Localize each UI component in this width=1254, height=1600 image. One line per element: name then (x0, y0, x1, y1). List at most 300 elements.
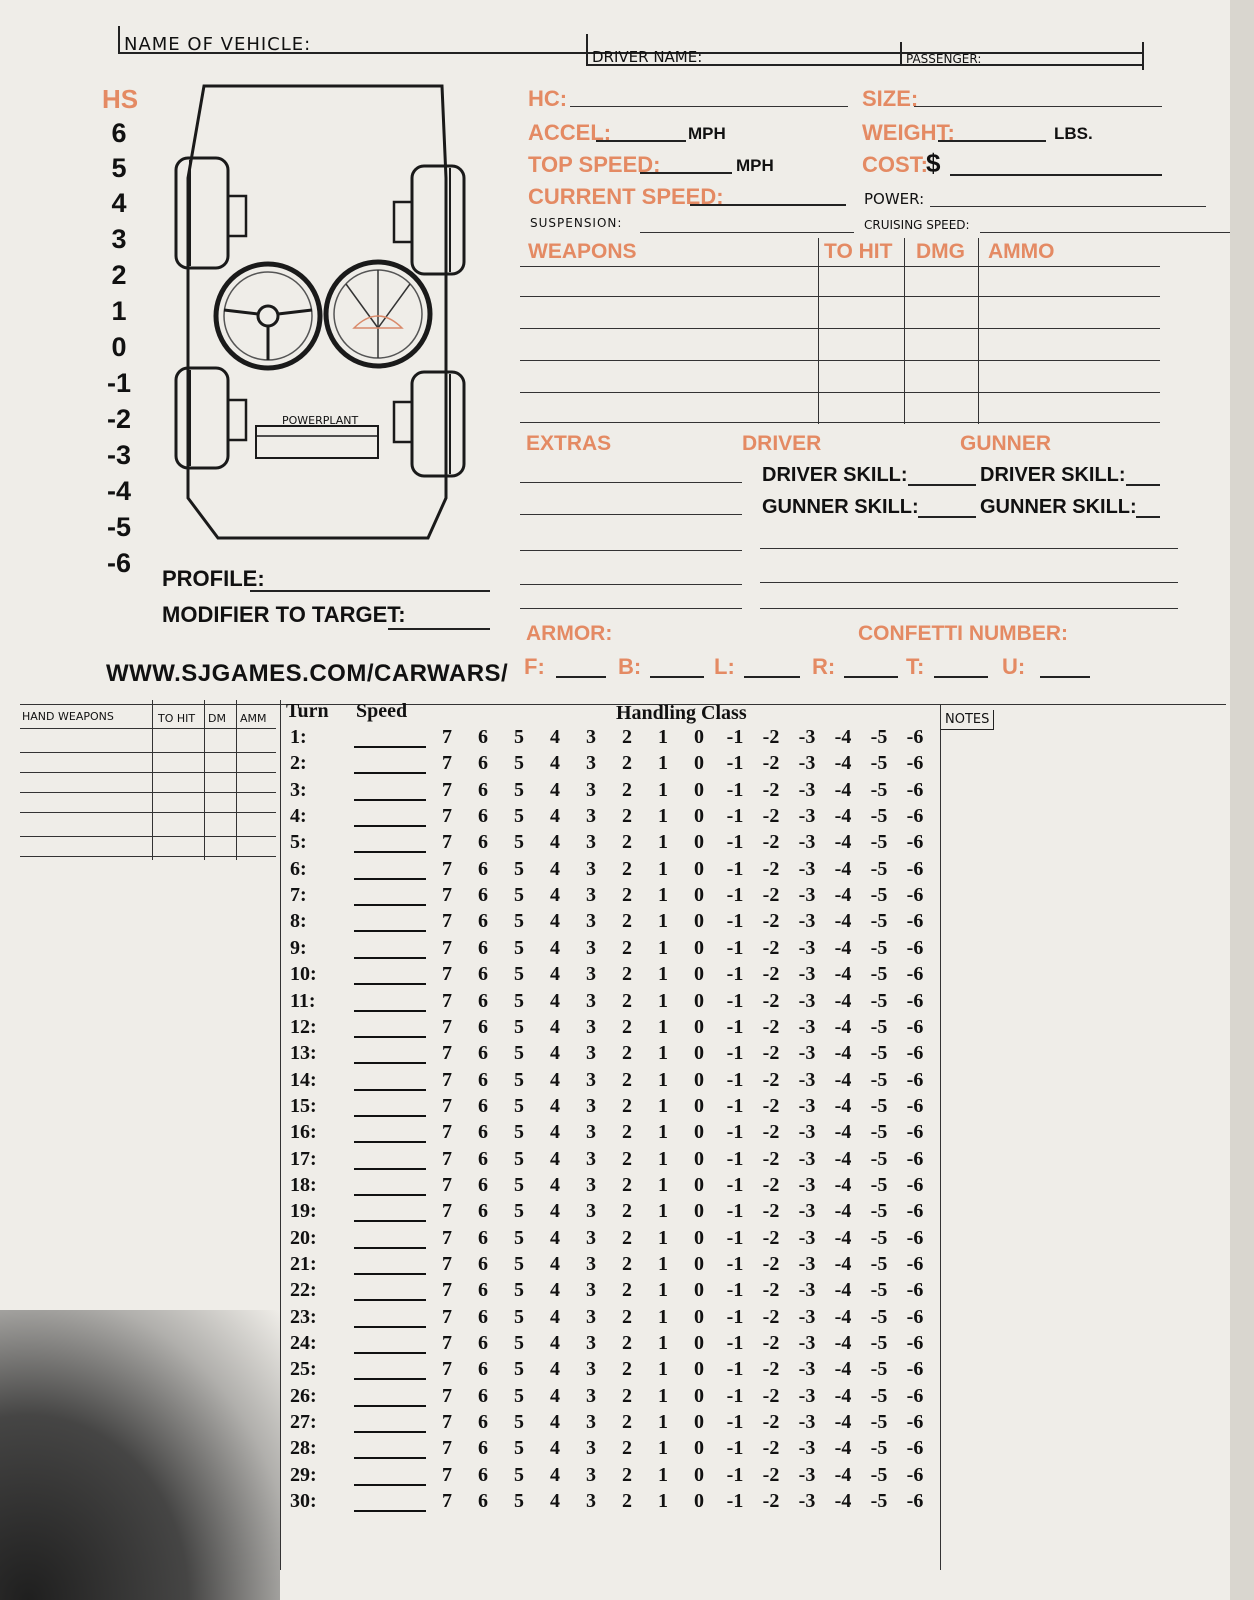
handling-class-value[interactable]: 6 (478, 1173, 488, 1196)
handling-class-value[interactable]: -2 (762, 1358, 780, 1381)
handling-class-value[interactable]: -2 (762, 1437, 780, 1460)
speed-entry-line[interactable] (354, 957, 426, 959)
handling-class-value[interactable]: -3 (798, 1332, 816, 1355)
handling-class-value[interactable]: 5 (514, 963, 524, 986)
handling-class-value[interactable]: -4 (834, 1253, 852, 1275)
handling-class-value[interactable]: -1 (726, 1094, 744, 1117)
handling-class-value[interactable]: 2 (622, 1437, 632, 1460)
handling-class-value[interactable]: -3 (798, 1121, 816, 1144)
handling-class-value[interactable]: 0 (694, 1147, 704, 1170)
handling-class-value[interactable]: -3 (798, 1279, 816, 1302)
handling-class-value[interactable]: -2 (762, 1463, 780, 1486)
handling-class-value[interactable]: 3 (586, 1068, 596, 1091)
handling-class-value[interactable]: 7 (442, 1042, 452, 1065)
handling-class-value[interactable]: -1 (726, 1253, 744, 1275)
handling-class-value[interactable]: -1 (726, 1384, 744, 1407)
speed-entry-line[interactable] (354, 1089, 426, 1091)
handling-class-value[interactable]: -3 (798, 1226, 816, 1249)
handling-class-value[interactable]: -3 (798, 1437, 816, 1460)
handling-class-value[interactable]: -6 (906, 1068, 924, 1091)
handling-class-value[interactable]: -2 (762, 1279, 780, 1302)
handling-class-value[interactable]: 4 (550, 1490, 560, 1513)
handling-class-value[interactable]: -2 (762, 1411, 780, 1434)
handling-class-value[interactable]: -2 (762, 936, 780, 959)
handling-class-value[interactable]: -4 (834, 910, 852, 933)
handling-class-value[interactable]: -5 (870, 1226, 888, 1249)
handling-class-value[interactable]: -4 (834, 1121, 852, 1144)
handling-class-value[interactable]: 6 (478, 1490, 488, 1513)
handling-class-value[interactable]: 5 (514, 884, 524, 907)
handling-class-value[interactable]: -6 (906, 1253, 924, 1275)
handling-class-value[interactable]: -4 (834, 805, 852, 828)
handling-class-value[interactable]: -6 (906, 989, 924, 1012)
handling-class-value[interactable]: 4 (550, 1121, 560, 1144)
handling-class-value[interactable]: 4 (550, 1305, 560, 1328)
handling-class-value[interactable]: 4 (550, 752, 560, 775)
handling-class-value[interactable]: 0 (694, 805, 704, 828)
handling-class-value[interactable]: -5 (870, 1279, 888, 1302)
handling-class-value[interactable]: 4 (550, 1437, 560, 1460)
handling-class-value[interactable]: -3 (798, 1068, 816, 1091)
handling-class-value[interactable]: 0 (694, 778, 704, 801)
handling-class-value[interactable]: -6 (906, 1411, 924, 1434)
handling-class-value[interactable]: -5 (870, 910, 888, 933)
speed-entry-line[interactable] (354, 1115, 426, 1117)
handling-class-value[interactable]: 3 (586, 1200, 596, 1223)
handling-class-value[interactable]: -4 (834, 752, 852, 775)
handling-class-value[interactable]: 2 (622, 1173, 632, 1196)
handling-class-value[interactable]: -4 (834, 1490, 852, 1513)
handling-class-value[interactable]: -4 (834, 1068, 852, 1091)
handling-class-value[interactable]: 7 (442, 1200, 452, 1223)
speed-entry-line[interactable] (354, 799, 426, 801)
handling-class-value[interactable]: -4 (834, 989, 852, 1012)
handling-class-value[interactable]: -2 (762, 726, 780, 748)
handling-class-value[interactable]: 2 (622, 1358, 632, 1381)
handling-class-value[interactable]: 5 (514, 1358, 524, 1381)
handling-class-value[interactable]: -4 (834, 1173, 852, 1196)
handling-class-value[interactable]: 4 (550, 963, 560, 986)
handling-class-value[interactable]: -4 (834, 857, 852, 880)
handling-class-value[interactable]: 3 (586, 1042, 596, 1065)
handling-class-value[interactable]: 5 (514, 910, 524, 933)
handling-class-value[interactable]: -5 (870, 1121, 888, 1144)
handling-class-value[interactable]: 1 (658, 989, 668, 1012)
handling-class-value[interactable]: -5 (870, 989, 888, 1012)
speed-entry-line[interactable] (354, 1194, 426, 1196)
handling-class-value[interactable]: 5 (514, 1279, 524, 1302)
handling-class-value[interactable]: 6 (478, 1332, 488, 1355)
handling-class-value[interactable]: -4 (834, 1332, 852, 1355)
handling-class-value[interactable]: 0 (694, 1200, 704, 1223)
handling-class-value[interactable]: 2 (622, 936, 632, 959)
handling-class-value[interactable]: -5 (870, 1463, 888, 1486)
handling-class-value[interactable]: 7 (442, 1173, 452, 1196)
handling-class-value[interactable]: 5 (514, 726, 524, 748)
handling-class-value[interactable]: 6 (478, 1358, 488, 1381)
handling-class-value[interactable]: 3 (586, 1226, 596, 1249)
handling-class-value[interactable]: 7 (442, 752, 452, 775)
handling-class-value[interactable]: 7 (442, 1332, 452, 1355)
handling-class-value[interactable]: 4 (550, 936, 560, 959)
handling-class-value[interactable]: 4 (550, 1332, 560, 1355)
handling-class-value[interactable]: -6 (906, 726, 924, 748)
handling-class-value[interactable]: 6 (478, 831, 488, 854)
handling-class-value[interactable]: 6 (478, 884, 488, 907)
handling-class-value[interactable]: 6 (478, 963, 488, 986)
handling-class-value[interactable]: 4 (550, 1094, 560, 1117)
handling-class-value[interactable]: -2 (762, 1147, 780, 1170)
handling-class-value[interactable]: 6 (478, 936, 488, 959)
speed-entry-line[interactable] (354, 1273, 426, 1275)
handling-class-value[interactable]: -1 (726, 884, 744, 907)
handling-class-value[interactable]: 4 (550, 1279, 560, 1302)
handling-class-value[interactable]: 5 (514, 752, 524, 775)
handling-class-value[interactable]: -2 (762, 1173, 780, 1196)
handling-class-value[interactable]: 2 (622, 1042, 632, 1065)
handling-class-value[interactable]: -3 (798, 1200, 816, 1223)
handling-class-value[interactable]: 1 (658, 1121, 668, 1144)
handling-class-value[interactable]: 4 (550, 1042, 560, 1065)
handling-class-value[interactable]: 2 (622, 1463, 632, 1486)
handling-class-value[interactable]: 1 (658, 1437, 668, 1460)
speed-entry-line[interactable] (354, 1431, 426, 1433)
handling-class-value[interactable]: 4 (550, 884, 560, 907)
handling-class-value[interactable]: 3 (586, 1463, 596, 1486)
handling-class-value[interactable]: 1 (658, 1147, 668, 1170)
handling-class-value[interactable]: 1 (658, 857, 668, 880)
handling-class-value[interactable]: -2 (762, 963, 780, 986)
handling-class-value[interactable]: 4 (550, 1173, 560, 1196)
handling-class-value[interactable]: -1 (726, 1411, 744, 1434)
handling-class-value[interactable]: 0 (694, 1173, 704, 1196)
handling-class-value[interactable]: -2 (762, 1121, 780, 1144)
handling-class-value[interactable]: 5 (514, 1226, 524, 1249)
handling-class-value[interactable]: -4 (834, 1384, 852, 1407)
handling-class-value[interactable]: 3 (586, 1121, 596, 1144)
handling-class-value[interactable]: 6 (478, 910, 488, 933)
handling-class-value[interactable]: -6 (906, 1279, 924, 1302)
handling-class-value[interactable]: -5 (870, 778, 888, 801)
handling-class-value[interactable]: 7 (442, 805, 452, 828)
handling-class-value[interactable]: 6 (478, 1015, 488, 1038)
handling-class-value[interactable]: -6 (906, 1094, 924, 1117)
handling-class-value[interactable]: -6 (906, 778, 924, 801)
handling-class-value[interactable]: -3 (798, 884, 816, 907)
handling-class-value[interactable]: 1 (658, 1384, 668, 1407)
handling-class-value[interactable]: 7 (442, 910, 452, 933)
handling-class-value[interactable]: -4 (834, 936, 852, 959)
handling-class-value[interactable]: 4 (550, 1358, 560, 1381)
handling-class-value[interactable]: 7 (442, 1384, 452, 1407)
handling-class-value[interactable]: 3 (586, 1332, 596, 1355)
handling-class-value[interactable]: -3 (798, 726, 816, 748)
handling-class-value[interactable]: -1 (726, 1068, 744, 1091)
handling-class-value[interactable]: 0 (694, 1332, 704, 1355)
handling-class-value[interactable]: 3 (586, 857, 596, 880)
handling-class-value[interactable]: 2 (622, 989, 632, 1012)
handling-class-value[interactable]: -4 (834, 778, 852, 801)
handling-class-value[interactable]: 4 (550, 1384, 560, 1407)
handling-class-value[interactable]: 0 (694, 1384, 704, 1407)
handling-class-value[interactable]: -5 (870, 1411, 888, 1434)
handling-class-value[interactable]: 0 (694, 1094, 704, 1117)
handling-class-value[interactable]: 6 (478, 1068, 488, 1091)
handling-class-value[interactable]: -3 (798, 1411, 816, 1434)
handling-class-value[interactable]: -2 (762, 1226, 780, 1249)
speed-entry-line[interactable] (354, 1510, 426, 1512)
handling-class-value[interactable]: -1 (726, 1358, 744, 1381)
handling-class-value[interactable]: -3 (798, 910, 816, 933)
handling-class-value[interactable]: 2 (622, 831, 632, 854)
handling-class-value[interactable]: 3 (586, 1358, 596, 1381)
handling-class-value[interactable]: -2 (762, 778, 780, 801)
handling-class-value[interactable]: 4 (550, 1253, 560, 1275)
handling-class-value[interactable]: -1 (726, 1332, 744, 1355)
handling-class-value[interactable]: -6 (906, 1173, 924, 1196)
handling-class-value[interactable]: 5 (514, 857, 524, 880)
handling-class-value[interactable]: -5 (870, 857, 888, 880)
handling-class-value[interactable]: 0 (694, 1437, 704, 1460)
handling-class-value[interactable]: -6 (906, 1490, 924, 1513)
handling-class-value[interactable]: -4 (834, 1147, 852, 1170)
handling-class-value[interactable]: -1 (726, 1279, 744, 1302)
handling-class-value[interactable]: -2 (762, 1490, 780, 1513)
handling-class-value[interactable]: 5 (514, 1094, 524, 1117)
handling-class-value[interactable]: -6 (906, 857, 924, 880)
handling-class-value[interactable]: 5 (514, 1463, 524, 1486)
handling-class-value[interactable]: -5 (870, 884, 888, 907)
handling-class-value[interactable]: -5 (870, 1384, 888, 1407)
speed-entry-line[interactable] (354, 1220, 426, 1222)
handling-class-value[interactable]: -4 (834, 1042, 852, 1065)
handling-class-value[interactable]: 6 (478, 1253, 488, 1275)
speed-entry-line[interactable] (354, 1062, 426, 1064)
handling-class-value[interactable]: 1 (658, 884, 668, 907)
handling-class-value[interactable]: 7 (442, 831, 452, 854)
handling-class-value[interactable]: -4 (834, 1437, 852, 1460)
handling-class-value[interactable]: 5 (514, 831, 524, 854)
handling-class-value[interactable]: 7 (442, 1463, 452, 1486)
handling-class-value[interactable]: 7 (442, 1121, 452, 1144)
handling-class-value[interactable]: -3 (798, 831, 816, 854)
handling-class-value[interactable]: 7 (442, 1068, 452, 1091)
handling-class-value[interactable]: -3 (798, 857, 816, 880)
handling-class-value[interactable]: -2 (762, 752, 780, 775)
handling-class-value[interactable]: -2 (762, 805, 780, 828)
handling-class-value[interactable]: 0 (694, 752, 704, 775)
handling-class-value[interactable]: -6 (906, 1463, 924, 1486)
handling-class-value[interactable]: -4 (834, 726, 852, 748)
handling-class-value[interactable]: 1 (658, 936, 668, 959)
handling-class-value[interactable]: 1 (658, 963, 668, 986)
handling-class-value[interactable]: -5 (870, 963, 888, 986)
handling-class-value[interactable]: 5 (514, 1173, 524, 1196)
speed-entry-line[interactable] (354, 1141, 426, 1143)
handling-class-value[interactable]: 1 (658, 1253, 668, 1275)
handling-class-value[interactable]: -5 (870, 805, 888, 828)
handling-class-value[interactable]: -1 (726, 1173, 744, 1196)
handling-class-value[interactable]: 7 (442, 1411, 452, 1434)
handling-class-value[interactable]: -1 (726, 989, 744, 1012)
handling-class-value[interactable]: -3 (798, 1305, 816, 1328)
handling-class-value[interactable]: 3 (586, 1384, 596, 1407)
handling-class-value[interactable]: 4 (550, 778, 560, 801)
handling-class-value[interactable]: 6 (478, 989, 488, 1012)
handling-class-value[interactable]: 7 (442, 1279, 452, 1302)
handling-class-value[interactable]: 1 (658, 1042, 668, 1065)
handling-class-value[interactable]: -6 (906, 752, 924, 775)
handling-class-value[interactable]: 3 (586, 989, 596, 1012)
handling-class-value[interactable]: -3 (798, 963, 816, 986)
handling-class-value[interactable]: 1 (658, 1358, 668, 1381)
speed-entry-line[interactable] (354, 1299, 426, 1301)
handling-class-value[interactable]: -2 (762, 1068, 780, 1091)
handling-class-value[interactable]: 5 (514, 989, 524, 1012)
handling-class-value[interactable]: 0 (694, 989, 704, 1012)
handling-class-value[interactable]: 3 (586, 910, 596, 933)
handling-class-value[interactable]: -4 (834, 963, 852, 986)
handling-class-value[interactable]: -2 (762, 1305, 780, 1328)
handling-class-value[interactable]: -4 (834, 1200, 852, 1223)
handling-class-value[interactable]: 6 (478, 1121, 488, 1144)
handling-class-value[interactable]: 3 (586, 1279, 596, 1302)
handling-class-value[interactable]: 1 (658, 1490, 668, 1513)
handling-class-value[interactable]: 2 (622, 1384, 632, 1407)
handling-class-value[interactable]: -1 (726, 857, 744, 880)
handling-class-value[interactable]: -5 (870, 1358, 888, 1381)
speed-entry-line[interactable] (354, 878, 426, 880)
handling-class-value[interactable]: 1 (658, 1015, 668, 1038)
handling-class-value[interactable]: 7 (442, 1437, 452, 1460)
handling-class-value[interactable]: 0 (694, 1226, 704, 1249)
handling-class-value[interactable]: 6 (478, 1411, 488, 1434)
handling-class-value[interactable]: -2 (762, 910, 780, 933)
handling-class-value[interactable]: 6 (478, 752, 488, 775)
handling-class-value[interactable]: -5 (870, 1094, 888, 1117)
handling-class-value[interactable]: 5 (514, 1384, 524, 1407)
handling-class-value[interactable]: 6 (478, 1042, 488, 1065)
handling-class-value[interactable]: 1 (658, 1332, 668, 1355)
handling-class-value[interactable]: 4 (550, 1200, 560, 1223)
handling-class-value[interactable]: -6 (906, 1226, 924, 1249)
handling-class-value[interactable]: 6 (478, 1147, 488, 1170)
handling-class-value[interactable]: 3 (586, 778, 596, 801)
handling-class-value[interactable]: -4 (834, 1094, 852, 1117)
handling-class-value[interactable]: 2 (622, 963, 632, 986)
handling-class-value[interactable]: -5 (870, 1332, 888, 1355)
handling-class-value[interactable]: -4 (834, 1411, 852, 1434)
handling-class-value[interactable]: -2 (762, 831, 780, 854)
handling-class-value[interactable]: 0 (694, 1253, 704, 1275)
handling-class-value[interactable]: -5 (870, 1253, 888, 1275)
handling-class-value[interactable]: -5 (870, 752, 888, 775)
handling-class-value[interactable]: 0 (694, 884, 704, 907)
handling-class-value[interactable]: -4 (834, 1226, 852, 1249)
handling-class-value[interactable]: 0 (694, 1015, 704, 1038)
handling-class-value[interactable]: 6 (478, 1226, 488, 1249)
handling-class-value[interactable]: -1 (726, 1200, 744, 1223)
handling-class-value[interactable]: -2 (762, 1253, 780, 1275)
handling-class-value[interactable]: 0 (694, 1358, 704, 1381)
handling-class-value[interactable]: 5 (514, 1015, 524, 1038)
handling-class-value[interactable]: 7 (442, 1253, 452, 1275)
handling-class-value[interactable]: 4 (550, 1411, 560, 1434)
handling-class-value[interactable]: 5 (514, 936, 524, 959)
handling-class-value[interactable]: -2 (762, 1094, 780, 1117)
handling-class-value[interactable]: -4 (834, 831, 852, 854)
speed-entry-line[interactable] (354, 1352, 426, 1354)
handling-class-value[interactable]: 4 (550, 857, 560, 880)
handling-class-value[interactable]: -1 (726, 778, 744, 801)
handling-class-value[interactable]: -2 (762, 1384, 780, 1407)
handling-class-value[interactable]: -1 (726, 1147, 744, 1170)
speed-entry-line[interactable] (354, 746, 426, 748)
handling-class-value[interactable]: 3 (586, 831, 596, 854)
handling-class-value[interactable]: 0 (694, 857, 704, 880)
handling-class-value[interactable]: -2 (762, 1332, 780, 1355)
handling-class-value[interactable]: 3 (586, 1305, 596, 1328)
handling-class-value[interactable]: 2 (622, 910, 632, 933)
handling-class-value[interactable]: 1 (658, 1411, 668, 1434)
handling-class-value[interactable]: 2 (622, 726, 632, 748)
handling-class-value[interactable]: 3 (586, 1094, 596, 1117)
handling-class-value[interactable]: -3 (798, 752, 816, 775)
handling-class-value[interactable]: 7 (442, 778, 452, 801)
handling-class-value[interactable]: 1 (658, 1279, 668, 1302)
handling-class-value[interactable]: 3 (586, 726, 596, 748)
handling-class-value[interactable]: 5 (514, 1437, 524, 1460)
handling-class-value[interactable]: -2 (762, 1015, 780, 1038)
speed-entry-line[interactable] (354, 1247, 426, 1249)
handling-class-value[interactable]: 1 (658, 1226, 668, 1249)
handling-class-value[interactable]: 0 (694, 1121, 704, 1144)
handling-class-value[interactable]: -6 (906, 884, 924, 907)
speed-entry-line[interactable] (354, 904, 426, 906)
handling-class-value[interactable]: 2 (622, 1305, 632, 1328)
handling-class-value[interactable]: -5 (870, 1173, 888, 1196)
handling-class-value[interactable]: 1 (658, 1463, 668, 1486)
handling-class-value[interactable]: 1 (658, 752, 668, 775)
handling-class-value[interactable]: 4 (550, 726, 560, 748)
handling-class-value[interactable]: 7 (442, 936, 452, 959)
handling-class-value[interactable]: -4 (834, 1279, 852, 1302)
handling-class-value[interactable]: -1 (726, 963, 744, 986)
handling-class-value[interactable]: 7 (442, 726, 452, 748)
handling-class-value[interactable]: 1 (658, 1173, 668, 1196)
handling-class-value[interactable]: -6 (906, 1358, 924, 1381)
handling-class-value[interactable]: 4 (550, 989, 560, 1012)
handling-class-value[interactable]: -1 (726, 805, 744, 828)
handling-class-value[interactable]: 0 (694, 963, 704, 986)
handling-class-value[interactable]: 5 (514, 805, 524, 828)
speed-entry-line[interactable] (354, 1484, 426, 1486)
handling-class-value[interactable]: 2 (622, 752, 632, 775)
handling-class-value[interactable]: 0 (694, 1305, 704, 1328)
handling-class-value[interactable]: -1 (726, 1121, 744, 1144)
handling-class-value[interactable]: 7 (442, 1490, 452, 1513)
handling-class-value[interactable]: -6 (906, 1015, 924, 1038)
speed-entry-line[interactable] (354, 1036, 426, 1038)
handling-class-value[interactable]: -3 (798, 1173, 816, 1196)
handling-class-value[interactable]: 6 (478, 1384, 488, 1407)
handling-class-value[interactable]: -6 (906, 936, 924, 959)
handling-class-value[interactable]: 4 (550, 910, 560, 933)
handling-class-value[interactable]: -2 (762, 884, 780, 907)
handling-class-value[interactable]: 2 (622, 857, 632, 880)
handling-class-value[interactable]: -3 (798, 1490, 816, 1513)
handling-class-value[interactable]: 4 (550, 1068, 560, 1091)
